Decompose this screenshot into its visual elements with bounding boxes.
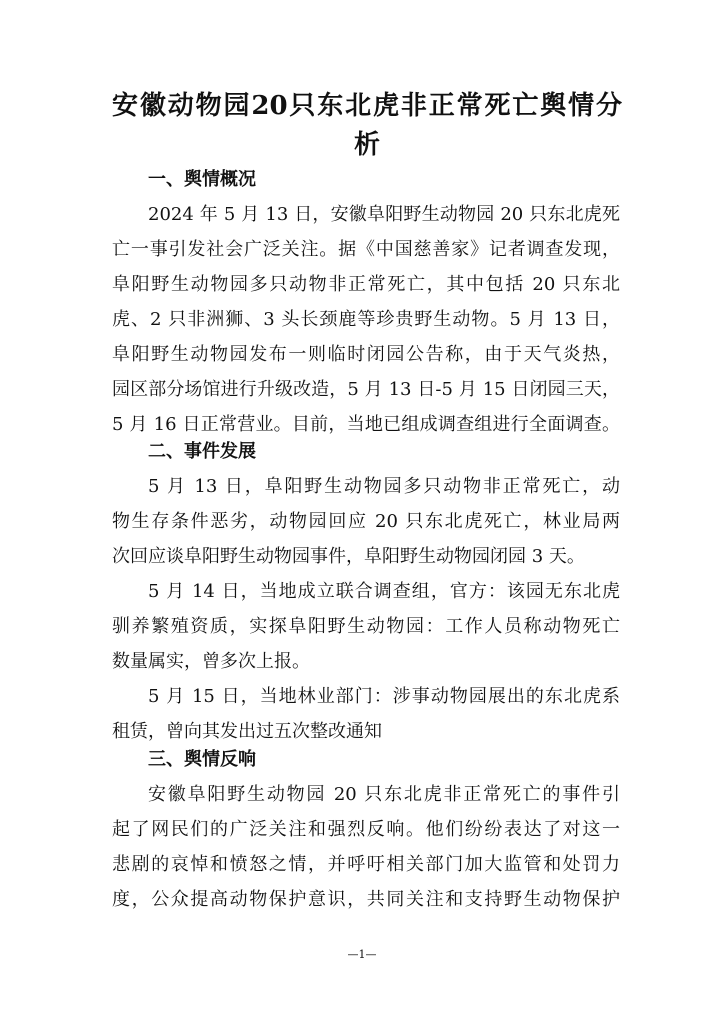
paragraph-line: 数量属实，曾多次上报。 [112,651,310,672]
paragraph-line: 租赁，曾向其发出过五次整改通知 [112,721,382,742]
paragraph-line: 悲剧的哀悼和愤怒之情，并呼吁相关部门加大监管和处罚力 [112,854,620,875]
paragraph-line: 物生存条件恶劣，动物园回应 20 只东北虎死亡，林业局两 [112,511,620,532]
paragraph-line: 次回应谈阜阳野生动物园事件，阜阳野生动物园闭园 3 天。 [112,546,585,567]
paragraph-line: 5 月 13 日，阜阳野生动物园多只动物非正常死亡，动 [148,476,620,497]
document-title-line-2: 析 [353,130,380,160]
paragraph-line: 度，公众提高动物保护意识，共同关注和支持野生动物保护 [112,889,620,910]
page-number: —1— [347,948,377,961]
paragraph-line: 5 月 15 日，当地林业部门：涉事动物园展出的东北虎系 [148,686,620,707]
paragraph-line: 阜阳野生动物园发布一则临时闭园公告称，由于天气炎热， [112,344,620,365]
paragraph-line: 阜阳野生动物园多只动物非正常死亡，其中包括 20 只东北 [112,274,620,295]
paragraph-line: 亡一事引发社会广泛关注。据《中国慈善家》记者调查发现， [112,239,620,260]
paragraph-line: 2024 年 5 月 13 日，安徽阜阳野生动物园 20 只东北虎死 [148,204,620,225]
paragraph-line: 起了网民们的广泛关注和强烈反响。他们纷纷表达了对这一 [112,819,620,840]
paragraph-line: 安徽阜阳野生动物园 20 只东北虎非正常死亡的事件引 [148,784,620,805]
section-heading: 一、舆情概况 [148,169,256,190]
document-title-line-1: 安徽动物园20只东北虎非正常死亡舆情分 [112,91,622,121]
paragraph-line: 虎、2 只非洲狮、3 头长颈鹿等珍贵野生动物。5 月 13 日， [112,309,620,330]
paragraph-line: 驯养繁殖资质，实探阜阳野生动物园：工作人员称动物死亡 [112,616,620,637]
section-heading: 三、舆情反响 [148,749,256,770]
section-heading: 二、事件发展 [148,441,256,462]
paragraph-line: 5 月 16 日正常营业。目前，当地已组成调查组进行全面调查。 [112,414,620,435]
paragraph-line: 园区部分场馆进行升级改造，5 月 13 日-5 月 15 日闭园三天， [112,379,620,400]
paragraph-line: 5 月 14 日，当地成立联合调查组，官方：该园无东北虎 [148,581,620,602]
